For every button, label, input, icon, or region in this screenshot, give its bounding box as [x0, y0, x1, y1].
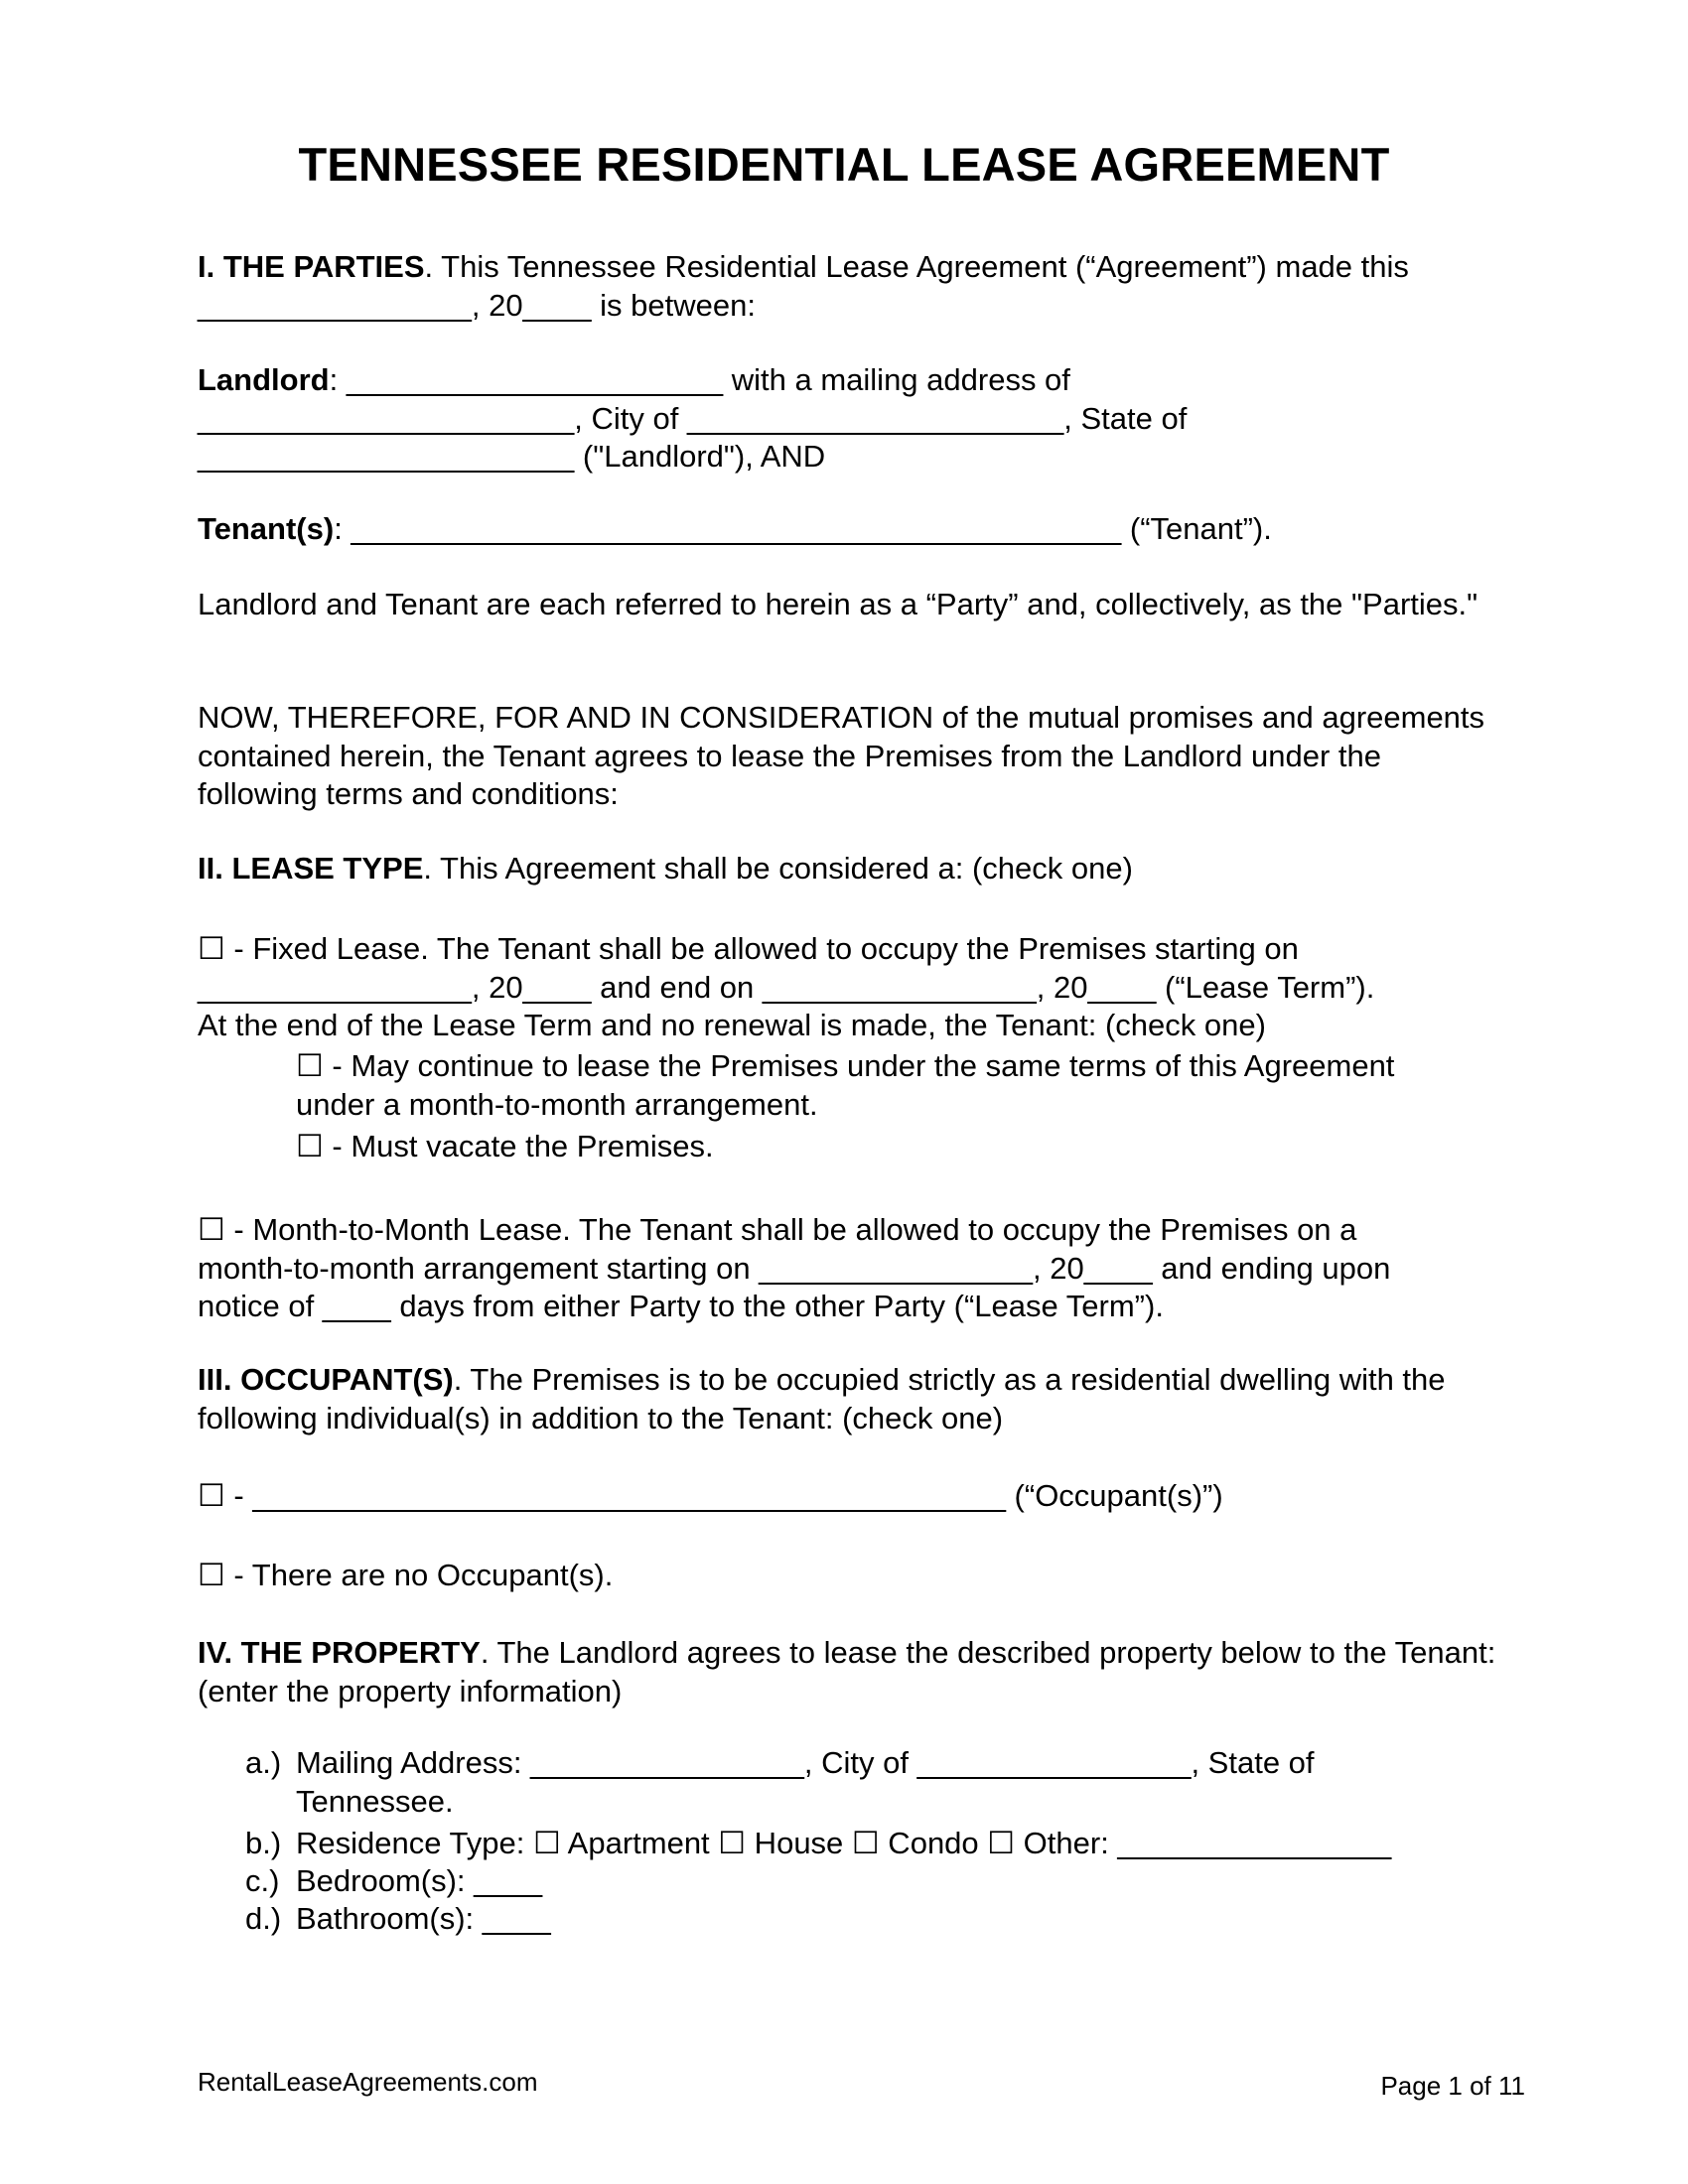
occupants-option-none: ☐ - There are no Occupant(s).	[198, 1558, 614, 1592]
footer-page-number: Page 1 of 11	[1380, 2071, 1525, 2101]
section-lease-type	[198, 850, 1508, 888]
section-heading-occupants: III. OCCUPANT(S)	[198, 1362, 454, 1397]
landlord-label: Landlord	[198, 362, 330, 397]
tenant-text: : _____________________________________________ (“Tenant”).	[334, 511, 1272, 546]
property-item-label: b.)	[245, 1826, 282, 1860]
property-item-residence-type: Residence Type: ☐ Apartment ☐ House ☐ Condo ☐ Other: ________________	[296, 1826, 1392, 1860]
fixed-lease-vacate-option: ☐ - Must vacate the Premises.	[296, 1129, 714, 1163]
section-heading-property: IV. THE PROPERTY	[198, 1635, 481, 1670]
page-title: TENNESSEE RESIDENTIAL LEASE AGREEMENT	[298, 138, 1390, 191]
section-occupants	[198, 1361, 1508, 1437]
landlord-clause	[198, 361, 1508, 477]
section-text-parties: . This Tennessee Residential Lease Agreement (“Agreement”) made this ________________, 20____ is between:	[198, 249, 1418, 323]
occupants-option-named: ☐ - ____________________________________________ (“Occupant(s)”)	[198, 1478, 1223, 1513]
section-property	[198, 1634, 1508, 1710]
landlord-text: : ______________________ with a mailing address of ______________________, City of ______________________, State of ______________________ ("Landlord"), AND	[198, 362, 1188, 474]
section-text-lease-type: . This Agreement shall be considered a: (check one)	[423, 851, 1133, 886]
section-parties	[198, 248, 1508, 325]
fixed-lease-option: ☐ - Fixed Lease. The Tenant shall be allowed to occupy the Premises starting on ________________, 20____ and end on ________________, 20____ (“Lease Term”). At the end of the Lease Term and no renewal is made, the Tenant: (check one)	[198, 931, 1375, 1042]
property-item-bedrooms: Bedroom(s): ____	[296, 1863, 543, 1898]
consideration-clause: NOW, THEREFORE, FOR AND IN CONSIDERATION of the mutual promises and agreements contained herein, the Tenant agrees to lease the Premises from the Landlord under the following terms and conditions:	[198, 700, 1493, 811]
property-item-bathrooms: Bathroom(s): ____	[296, 1901, 551, 1936]
property-item-label: a.)	[245, 1745, 282, 1780]
property-item-mailing-address: Mailing Address: ________________, City of ________________, State of Tennessee.	[296, 1745, 1315, 1819]
section-heading-lease-type: II. LEASE TYPE	[198, 851, 424, 886]
property-item-label: c.)	[245, 1863, 280, 1898]
fixed-lease-renewal-option: ☐ - May continue to lease the Premises under the same terms of this Agreement under a month-to-month arrangement.	[296, 1048, 1395, 1122]
tenant-clause	[198, 510, 1508, 549]
parties-definition: Landlord and Tenant are each referred to herein as a “Party” and, collectively, as the "Parties."	[198, 587, 1478, 621]
property-item-label: d.)	[245, 1901, 282, 1936]
section-text-property: . The Landlord agrees to lease the described property below to the Tenant: (enter the property information)	[198, 1635, 1504, 1708]
month-to-month-option: ☐ - Month-to-Month Lease. The Tenant shall be allowed to occupy the Premises on a month-to-month arrangement starting on ________________, 20____ and ending upon notice of ____ days from either Party to the other Party (“Lease Term”).	[198, 1212, 1391, 1323]
footer-site-name: RentalLeaseAgreements.com	[198, 2067, 538, 2097]
section-text-occupants: . The Premises is to be occupied strictly as a residential dwelling with the following individual(s) in addition to the Tenant: (check one)	[198, 1362, 1455, 1435]
tenant-label: Tenant(s)	[198, 511, 335, 546]
section-heading-parties: I. THE PARTIES	[198, 249, 425, 284]
